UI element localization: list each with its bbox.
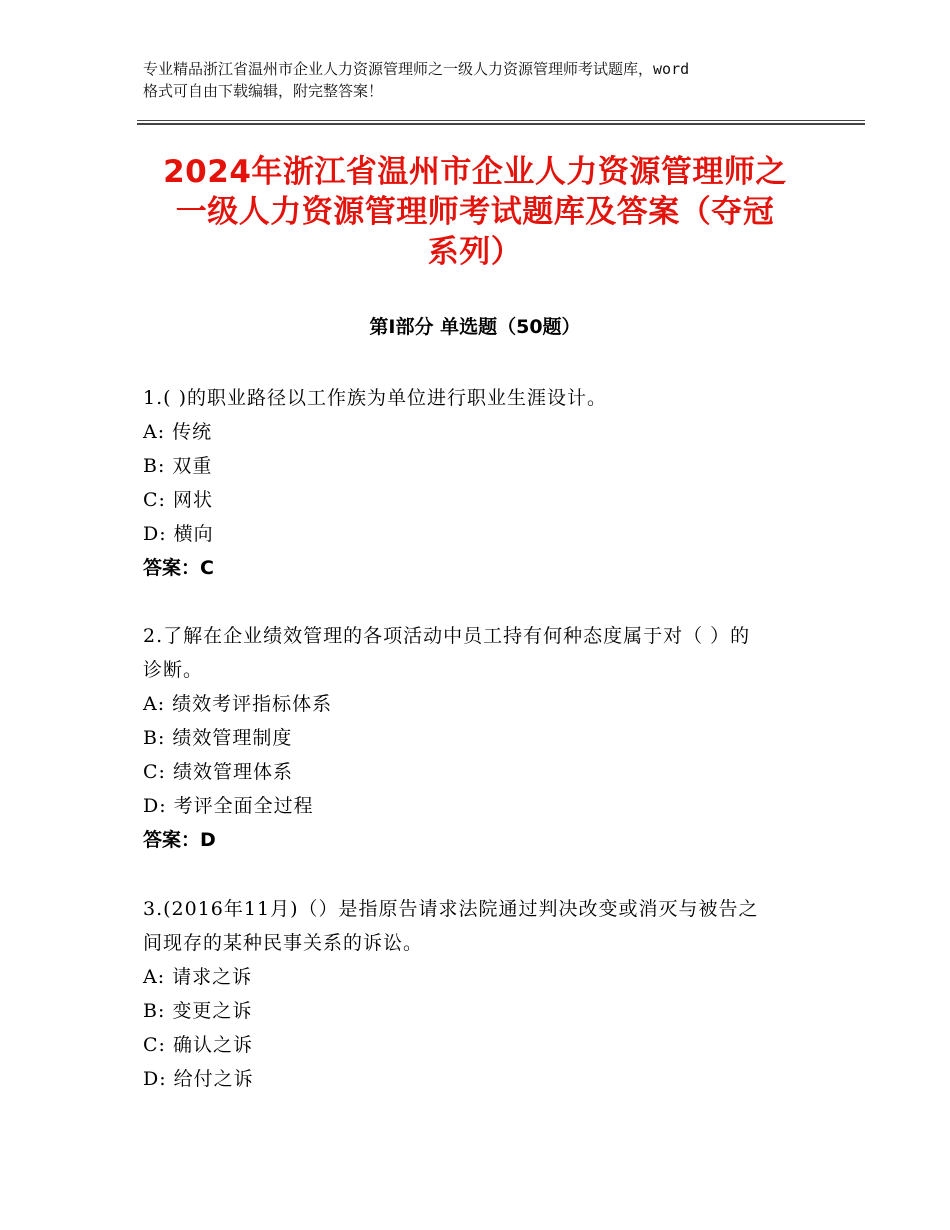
option-d: D: 考评全面全过程 — [143, 795, 314, 817]
question-stem: 1.( )的职业路径以工作族为单位进行职业生涯设计。 — [143, 387, 607, 409]
header-rule-thin — [137, 120, 865, 121]
option-d: D: 横向 — [143, 523, 214, 545]
question-stem-continued: 间现存的某种民事关系的诉讼。 — [143, 932, 424, 954]
option-c: C: 确认之诉 — [143, 1034, 253, 1056]
title-line: 2024年浙江省温州市企业人力资源管理师之 — [163, 154, 787, 190]
option-a: A: 请求之诉 — [143, 966, 253, 988]
question-stem: 3.(2016年11月)（）是指原告请求法院通过判决改变或消灭与被告之 — [143, 898, 759, 920]
title-line: 一级人力资源管理师考试题库及答案（夺冠 — [175, 194, 775, 230]
section-heading: 第Ⅰ部分 单选题（50题） — [369, 316, 581, 338]
option-b: B: 绩效管理制度 — [143, 727, 293, 749]
option-b: B: 变更之诉 — [143, 1000, 253, 1022]
question-3 — [143, 892, 813, 1096]
option-d: D: 给付之诉 — [143, 1068, 254, 1090]
question-stem: 2.了解在企业绩效管理的各项活动中员工持有何种态度属于对（ ）的 — [143, 625, 751, 647]
title-line: 系列） — [427, 234, 523, 270]
header-rule-thick — [137, 123, 865, 125]
option-c: C: 绩效管理体系 — [143, 761, 293, 783]
header-note — [143, 58, 823, 102]
option-a: A: 传统 — [143, 421, 213, 443]
header-note-line: 专业精品浙江省温州市企业人力资源管理师之一级人力资源管理师考试题库，word — [143, 60, 690, 78]
header-note-line: 格式可自由下载编辑，附完整答案！ — [143, 82, 384, 100]
option-c: C: 网状 — [143, 489, 213, 511]
question-1 — [143, 381, 813, 585]
option-b: B: 双重 — [143, 455, 213, 477]
question-stem-continued: 诊断。 — [143, 659, 204, 681]
document-title — [137, 152, 813, 272]
answer: 答案：D — [143, 829, 216, 851]
question-2 — [143, 619, 813, 857]
option-a: A: 绩效考评指标体系 — [143, 693, 333, 715]
answer: 答案：C — [143, 557, 214, 579]
